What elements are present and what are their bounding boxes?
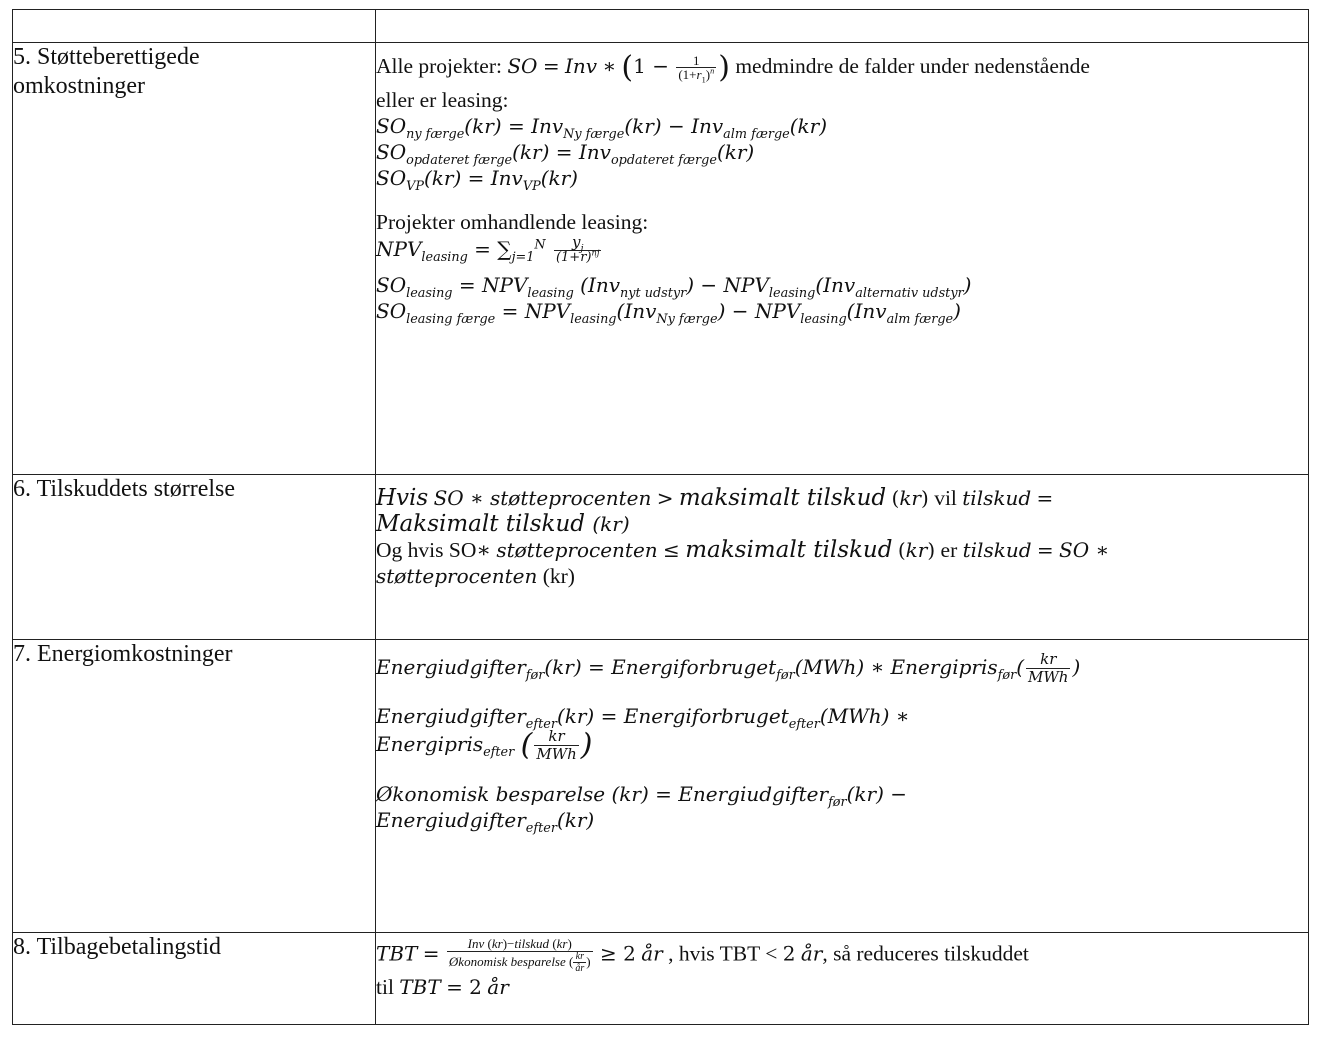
formula-so-ny-faerge: $SO_{ny færge}(kr) = Inv_{Ny færge}(kr) - Inv_{alm færge}(kr)$ [376,113,828,142]
header-cell-left [13,10,376,43]
table-row [13,43,1309,475]
table-row [13,933,1309,1025]
formula-besparelse: Økonomisk besparelse (kr) = Energiudgifter$_{før}$(kr) − [376,781,908,810]
formula-energi-for: Energiudgifter$_{før}$(kr) = Energiforbruget$_{før}$(MWh) ∗ Energipris$_{før}$( $\frac{kr}{\text{MWh}}$ ) [376,650,1081,686]
row-label-stotteberettigede [13,43,376,475]
header-cell-right [376,10,1309,43]
formula-tbt-b: til TBT = 2 år [376,975,509,1000]
formula-cell-tbt [376,933,1309,1025]
formula-npv-leasing: $NPV_{leasing} = \sum_{j=1}^N$ $\frac{y_j}{(1+r)^{nj}}$ [376,232,600,266]
label-line: 5. Støtteberettigede [13,44,200,70]
formula-cell-energi [376,640,1309,933]
formula-so-opdateret: $SO_{opdateret færge}(kr) = Inv_{opdateret færge}(kr)$ [376,139,755,168]
formula-so-general: Alle projekter: SO = Inv ∗ (1 − $\frac{1}{(1+r_1)^n}$ ) medmindre de falder under nedenstående [376,50,1090,86]
text-eller: eller er leasing: [376,87,509,112]
formula-besparelse-b: Energiudgifter$_{efter}$(kr) [376,807,595,836]
formula-so-leasing-faerge: $SO_{leasing færge} = NPV_{leasing}(Inv_{Ny færge}) - NPV_{leasing}(Inv_{alm færge})$ [376,298,961,327]
text-projekter-leasing: Projekter omhandlende leasing: [376,209,649,234]
formula-tilskud-2: Og hvis SO∗ støtteprocenten ≤ maksimalt tilskud (kr) er tilskud = SO ∗ [376,537,1110,563]
document-table [12,9,1309,1025]
label-line: omkostninger [13,73,145,99]
formula-tilskud-1: Hvis SO ∗ støtteprocenten > maksimalt tilskud (kr) vil tilskud = [376,485,1054,511]
formula-cell-tilskud [376,475,1309,640]
table-row [13,10,1309,43]
formula-tbt: TBT = Inv (kr)−tilskud (kr) Økonomisk besparelse ( $\frac{kr}{år}$ ) ≥ 2 år , hvis TBT < 2 år, så reduceres tilskuddet [376,936,1029,975]
formula-tilskud-1b: Maksimalt tilskud (kr) [376,511,630,537]
formula-so-leasing: $SO_{leasing} = NPV_{leasing}$ $(Inv_{nyt udstyr}) - NPV_{leasing}(Inv_{alternativ udstyr})$ [376,272,972,301]
row-label-energi: 7. Energiomkostninger [13,640,376,933]
table-row [13,640,1309,933]
table-row [13,475,1309,640]
formula-so-vp: $SO_{VP}(kr) = Inv_{VP}(kr)$ [376,165,578,194]
formula-tilskud-2b: støtteprocenten (kr) [376,564,575,588]
row-label-tilskud: 6. Tilskuddets størrelse [13,475,376,640]
formula-cell-so [376,43,1309,475]
formula-energi-efter-b: Energipris$_{efter}$ ( $\frac{kr}{\text{MWh}}$ ) [376,727,593,763]
row-label-tilbagebetaling: 8. Tilbagebetalingstid [13,933,376,1025]
formula-energi-efter: Energiudgifter$_{efter}$(kr) = Energiforbruget$_{efter}$(MWh) ∗ [376,704,910,733]
